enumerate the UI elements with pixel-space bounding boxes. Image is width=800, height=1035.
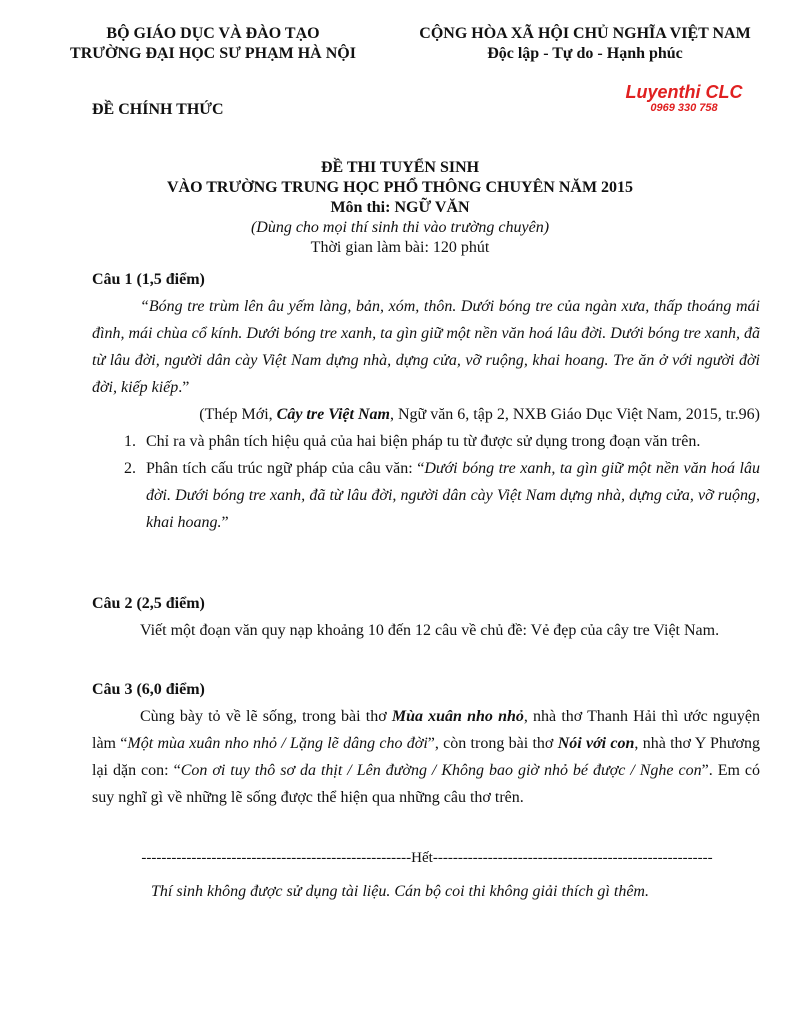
question-2-heading: Câu 2 (2,5 điểm) bbox=[92, 595, 205, 612]
question-1-source bbox=[92, 401, 760, 428]
question-2 bbox=[92, 590, 760, 644]
motto: Độc lập - Tự do - Hạnh phúc bbox=[487, 45, 683, 62]
watermark-brand: Luyenthi CLC bbox=[625, 82, 743, 102]
exam-title: ĐỀ THI TUYỂN SINH bbox=[320, 159, 480, 176]
poem-quote-2: Con ơi tuy thô sơ da thịt / Lên đường / Không bao giờ nhỏ bé được / Nghe con bbox=[180, 762, 702, 779]
question-3-heading: Câu 3 (6,0 điểm) bbox=[92, 681, 205, 698]
task-2-lead: Phân tích cấu trúc ngữ pháp của câu văn: “ bbox=[146, 460, 425, 477]
question-2-text: Viết một đoạn văn quy nạp khoảng 10 đến 12 câu về chủ đề: Vẻ đẹp của cây tre Việt Nam. bbox=[140, 622, 720, 639]
country-name: CỘNG HÒA XÃ HỘI CHỦ NGHĨA VIỆT NAM bbox=[419, 25, 751, 42]
task-2-close: ” bbox=[221, 514, 229, 531]
watermark-phone: 0969 330 758 bbox=[650, 102, 718, 114]
ministry-name: BỘ GIÁO DỤC VÀ ĐÀO TẠO bbox=[106, 25, 320, 42]
header-right bbox=[400, 24, 770, 64]
exam-audience: (Dùng cho mọi thí sinh thi vào trường chuyên) bbox=[250, 219, 550, 236]
q3-text-4: , nhà thơ Y Phương lại dặn con: “ bbox=[92, 735, 761, 779]
q3-text-1: Cùng bày tỏ về lẽ sống, trong bài thơ bbox=[140, 708, 392, 725]
source-details: , Ngữ văn 6, tập 2, NXB Giáo Dục Việt Nam, 2015, tr.96) bbox=[389, 406, 760, 423]
divider-right: -------------------------------------------------------- bbox=[432, 850, 713, 866]
poem-title-1: Mùa xuân nho nhỏ bbox=[391, 708, 524, 725]
question-1 bbox=[92, 266, 760, 536]
quote-text: “Bóng tre trùm lên âu yếm làng, bản, xóm, thôn. Dưới bóng tre của ngàn xưa, thấp thoáng mái đình, mái chùa cổ kính. Dưới bóng tre xanh, ta gìn giữ một nền văn hoá lâu đời. Dưới bóng tre xanh, đã từ lâu đời, người dân cày Việt Nam dựng nhà, dựng cửa, vỡ ruộng, khai hoang. Tre ăn ở với người đời đời, kiếp kiếp bbox=[92, 298, 760, 396]
exam-subtitle: VÀO TRƯỜNG TRUNG HỌC PHỔ THÔNG CHUYÊN NĂM 2015 bbox=[166, 179, 634, 196]
source-title: Cây tre Việt Nam bbox=[276, 406, 390, 423]
q3-text-2: , nhà thơ Thanh Hải thì ước nguyện làm “ bbox=[92, 708, 761, 752]
question-3-text bbox=[92, 703, 760, 811]
task-2-quote: Dưới bóng tre xanh, ta gìn giữ một nền văn hoá lâu đời. Dưới bóng tre xanh, đã từ lâu đời, người dân cày Việt Nam dựng nhà, dựng cửa, vỡ ruộng, khai hoang. bbox=[146, 460, 760, 531]
quote-end: .” bbox=[178, 379, 190, 396]
question-1-tasks bbox=[92, 428, 760, 536]
end-divider bbox=[112, 850, 742, 867]
watermark-logo bbox=[604, 82, 764, 114]
exam-title-block bbox=[40, 158, 760, 258]
footnote: Thí sinh không được sử dụng tài liệu. Cán bộ coi thi không giải thích gì thêm. bbox=[151, 883, 649, 900]
question-1-heading: Câu 1 (1,5 điểm) bbox=[92, 271, 205, 288]
task-1: 1. Chỉ ra và phân tích hiệu quả của hai biện pháp tu từ được sử dụng trong đoạn văn trên. bbox=[140, 428, 760, 455]
task-2 bbox=[140, 455, 760, 536]
official-label: ĐỀ CHÍNH THỨC bbox=[92, 101, 224, 118]
question-3 bbox=[92, 676, 760, 811]
university-name: TRƯỜNG ĐẠI HỌC SƯ PHẠM HÀ NỘI bbox=[70, 45, 356, 62]
poem-title-2: Nói với con bbox=[557, 735, 635, 752]
exam-subject: Môn thi: NGỮ VĂN bbox=[330, 199, 470, 216]
header-left bbox=[48, 24, 378, 64]
q3-text-5: ”. Em có suy nghĩ gì về những lẽ sống được thể hiện qua những câu thơ trên. bbox=[92, 762, 761, 806]
q3-text-3: ”, còn trong bài thơ bbox=[427, 735, 558, 752]
question-1-quote bbox=[92, 293, 760, 401]
poem-quote-1: Một mùa xuân nho nhỏ / Lặng lẽ dâng cho đời bbox=[127, 735, 428, 752]
divider-left: ------------------------------------------------------ bbox=[141, 850, 412, 866]
end-label: Hết bbox=[411, 850, 433, 866]
source-author: (Thép Mới, bbox=[199, 406, 277, 423]
exam-duration: Thời gian làm bài: 120 phút bbox=[310, 239, 490, 256]
